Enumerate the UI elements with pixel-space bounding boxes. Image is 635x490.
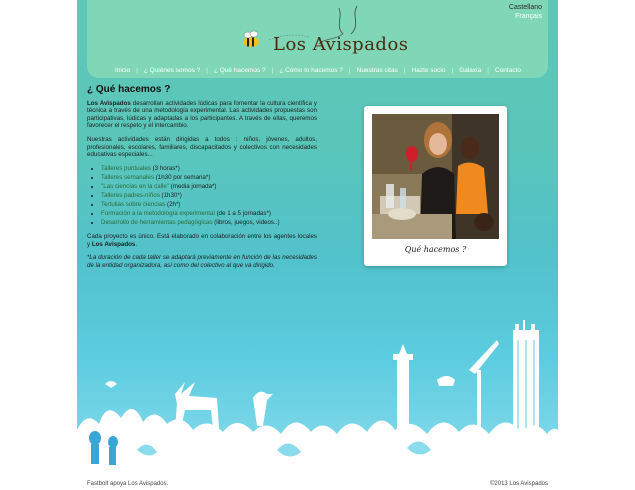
activity-note: (3 horas*) bbox=[150, 164, 180, 172]
nav-que-hacemos[interactable]: ¿ Qué hacemos ? bbox=[213, 66, 266, 74]
activity-link[interactable]: Talleres semanales bbox=[101, 173, 154, 181]
project-paragraph bbox=[87, 233, 317, 248]
nav-contacto[interactable]: Contacto bbox=[494, 66, 521, 74]
project-text: Cada proyecto es único. Está elaborado en colaboración entre los agentes locales y bbox=[87, 232, 317, 248]
footer-sponsor[interactable]: Fastbolt apoya Los Avispados. bbox=[87, 481, 169, 487]
polaroid-photo bbox=[364, 106, 507, 266]
footer bbox=[77, 479, 558, 490]
activity-link[interactable]: Talleres puntuales bbox=[101, 164, 151, 172]
activity-link[interactable]: Desarrollo de herramientas pedagógicas bbox=[101, 219, 213, 227]
nav-quienes-somos[interactable]: ¿ Quiénes somos ? bbox=[143, 66, 201, 74]
activity-link[interactable]: "Las ciencias en la calle" bbox=[101, 182, 170, 190]
nav-separator: | bbox=[487, 66, 489, 74]
nav-inicio[interactable]: Inicio bbox=[115, 66, 131, 74]
nav-separator: | bbox=[271, 66, 274, 74]
list-item bbox=[101, 183, 317, 191]
list-item bbox=[101, 165, 317, 173]
intro-text: desarrollan actividades lúdicas para fomentar la cultura científica y técnica a través de una metodología experimental. Las actividades propuestas son participativas, lúdicas y adaptadas a los participantes. A través de ellas, queremos favorecer el respeto y el intercambio. bbox=[87, 99, 317, 130]
footer-copyright: ©2013 Los Avispados bbox=[489, 481, 548, 487]
nav-como-lo-hacemos[interactable]: ¿ Cómo lo hacemos ? bbox=[279, 66, 343, 74]
activity-link[interactable]: Formación a la metodología experimental bbox=[101, 210, 215, 218]
list-item bbox=[101, 210, 317, 218]
workshop-photo bbox=[372, 114, 499, 239]
project-brand: Los Avispados bbox=[91, 240, 136, 248]
audience-paragraph: Nuestras actividades están dirigidas a todos : niños, jóvenes, adultos, profesionales, escolares, familiares, discapacitados y colectivos con necesidades educativas especiales... bbox=[87, 135, 317, 159]
list-item bbox=[101, 192, 317, 200]
list-item bbox=[101, 201, 317, 209]
nav-hazte-socio[interactable]: Hazte socio bbox=[411, 66, 446, 74]
page-container bbox=[77, 0, 558, 476]
language-current: Castellano bbox=[508, 4, 542, 11]
intro-paragraph bbox=[87, 100, 317, 130]
activity-note: (libros, juegos, videos..) bbox=[212, 219, 280, 227]
activity-link[interactable]: Tertulias sobre ciencias bbox=[101, 201, 166, 209]
duration-note: *La duración de cada taller se adaptará previamente en función de las necesidades de la entidad organizadora, así como del colectivo al que va dirigido. bbox=[87, 254, 317, 269]
intro-brand: Los Avispados bbox=[87, 99, 131, 107]
main-content bbox=[87, 86, 317, 275]
nav-separator: | bbox=[136, 66, 138, 74]
project-end: . bbox=[135, 240, 138, 248]
header bbox=[87, 0, 548, 78]
nav-nuestras-citas[interactable]: Nuestras citas bbox=[356, 66, 398, 74]
list-item bbox=[101, 219, 317, 227]
nature-city-silhouette bbox=[77, 320, 558, 476]
nav-separator: | bbox=[348, 66, 351, 74]
activity-note: (1h30 por semana*) bbox=[153, 173, 211, 181]
activity-link[interactable]: Talleres padres-niños bbox=[101, 192, 160, 200]
activity-note: (2h*) bbox=[165, 201, 181, 209]
photo-caption: Qué hacemos ? bbox=[404, 245, 467, 254]
activity-note: (media jornada*) bbox=[169, 182, 217, 190]
nav-separator: | bbox=[403, 66, 406, 74]
nav-separator: | bbox=[451, 66, 454, 74]
page-title: ¿ Qué hacemos ? bbox=[87, 84, 171, 95]
main-nav bbox=[109, 63, 527, 77]
list-item bbox=[101, 174, 317, 182]
nav-separator: | bbox=[206, 66, 208, 74]
language-link-french[interactable]: Français bbox=[515, 13, 542, 20]
nav-galaxia[interactable]: Galaxia bbox=[459, 66, 482, 74]
brand-name[interactable]: Los Avispados bbox=[273, 34, 409, 55]
activity-note: (de 1 a 5 jornadas*) bbox=[214, 210, 271, 218]
language-switcher bbox=[509, 3, 542, 21]
activity-note: (1h30*) bbox=[159, 192, 182, 200]
activities-list bbox=[87, 165, 317, 227]
